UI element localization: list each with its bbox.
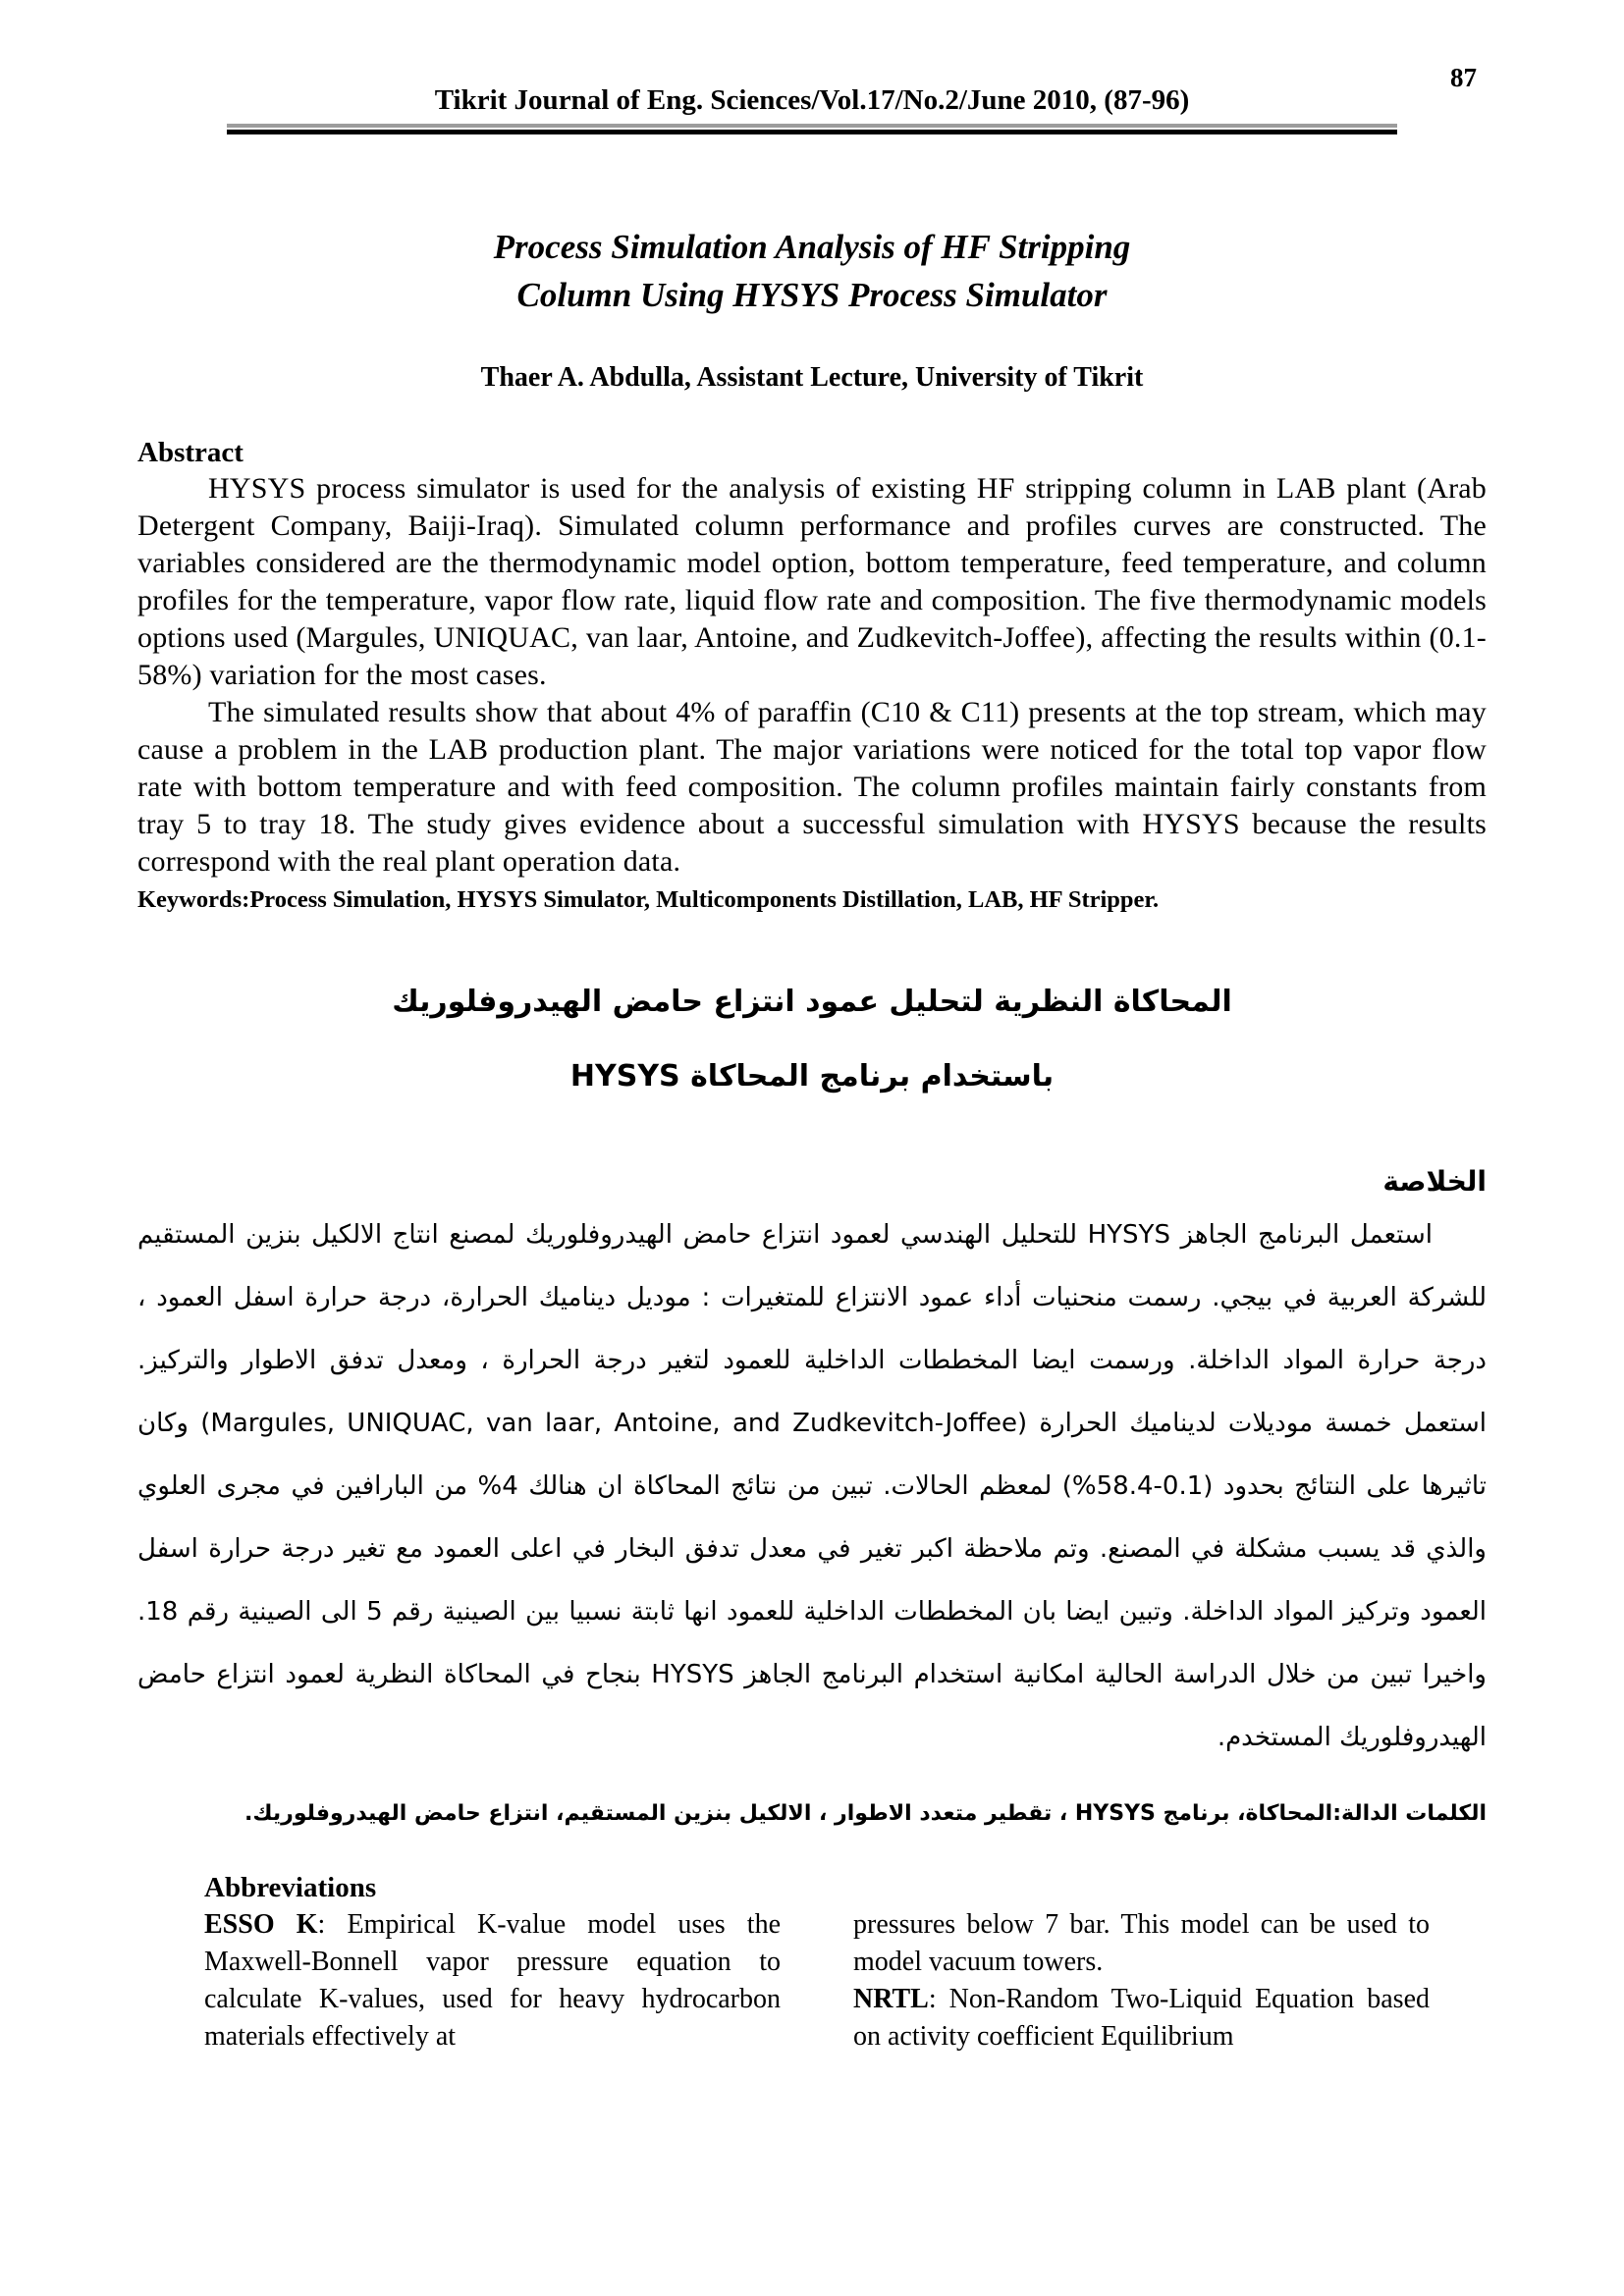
arabic-abstract-paragraph: استعمل البرنامج الجاهز HYSYS للتحليل الهندسي لعمود انتزاع حامض الهيدروفلوريك لمصنع انتاج الالكيل بنزين المستقيم للشركة العربية في بيجي. رسمت منحنيات أداء عمود الانتزاع للمتغيرات : موديل ديناميك الحرارة، درجة حرارة اسفل العمود ، درجة حرارة المواد الداخلة. ورسمت ايضا المخططات الداخلية للعمود لتغير درجة الحرارة ، ومعدل تدفق الاطوار والتركيز. استعمل خمسة موديلات لديناميك الحرارة (Margules, UNIQUAC, van laar, Antoine, and Zudkevitch-Joffee) وكان تاثيرها على النتائج بحدود (0.1-58.4%) لمعظم الحالات. تبين من نتائج المحاكاة ان هنالك 4% من البارافين في مجرى العلوي والذي قد يسبب مشكلة في المصنع. وتم ملاحظة اكبر تغير في معدل تدفق البخار في اعلى العمود مع تغير درجة حرارة اسفل العمود وتركيز المواد الداخلة. وتبين ايضا بان المخططات الداخلية للعمود انها ثابتة نسبيا بين الصينية رقم 5 الى الصينية رقم 18. واخيرا تبين من خلال الدراسة الحالية امكانية استخدام البرنامج الجاهز HYSYS بنجاح في المحاكاة النظرية لعمود انتزاع حامض الهيدروفلوريك المستخدم. bbox=[137, 1220, 1488, 1752]
arabic-abstract-heading: الخلاصة bbox=[1382, 1165, 1487, 1198]
header-rule-black bbox=[227, 130, 1397, 134]
abbr-left-column bbox=[204, 1906, 781, 2056]
arabic-keywords-line: الكلمات الدالة:المحاكاة، برنامج HYSYS ، تقطير متعدد الاطوار ، الالكيل بنزين المستقيم، انتزاع حامض الهيدروفلوريك. bbox=[244, 1801, 1487, 1826]
abbr-right-column bbox=[853, 1906, 1430, 2056]
abbr-nrtl-term: NRTL bbox=[853, 1984, 929, 2014]
arabic-title bbox=[137, 965, 1487, 1114]
abbreviations-heading: Abbreviations bbox=[204, 1872, 377, 1903]
keywords-line: Keywords:Process Simulation, HYSYS Simulator, Multicomponents Distillation, LAB, HF Stripper. bbox=[137, 886, 1160, 913]
abstract-paragraph-1: HYSYS process simulator is used for the analysis of existing HF stripping column in LAB plant (Arab Detergent Company, Baiji-Iraq). Simulated column performance and profiles curves are constructed. The variables considered are the thermodynamic model option, bottom temperature, feed temperature, and column profiles for the temperature, vapor flow rate, liquid flow rate and composition. The five thermodynamic models options used (Margules, UNIQUAC, van laar, Antoine, and Zudkevitch-Joffee), affecting the results within (0.1-58%) variation for the most cases. bbox=[137, 472, 1487, 691]
journal-header: Tikrit Journal of Eng. Sciences/Vol.17/No.2/June 2010, (87-96) bbox=[434, 84, 1190, 116]
abbr-nrtl-paragraph bbox=[853, 1981, 1430, 2056]
article-title bbox=[0, 223, 1624, 319]
abbr-esso-paragraph bbox=[204, 1906, 781, 2056]
abbr-esso-term: ESSO K bbox=[204, 1909, 318, 1940]
page-number: 87 bbox=[1450, 63, 1477, 92]
abbr-nrtl-text: : Non-Random Two-Liquid Equation based on activity coefficient Equilibrium bbox=[853, 1984, 1430, 2052]
page-content bbox=[0, 435, 1624, 2056]
header-rule bbox=[227, 124, 1397, 134]
article-title-line2: Column Using HYSYS Process Simulator bbox=[516, 276, 1108, 314]
article-title-line1: Process Simulation Analysis of HF Stripping bbox=[493, 228, 1131, 266]
arabic-title-line1: المحاكاة النظرية لتحليل عمود انتزاع حامض الهيدروفلوريك bbox=[392, 985, 1232, 1019]
abbr-right-text1: pressures below 7 bar. This model can be used to model vacuum towers. bbox=[853, 1909, 1430, 1977]
abstract-paragraph-2: The simulated results show that about 4% of paraffin (C10 & C11) presents at the top stream, which may cause a problem in the LAB production plant. The major variations were noticed for the total top vapor flow rate with bottom temperature and with feed composition. The column profiles maintain fairly constants from tray 5 to tray 18. The study gives evidence about a successful simulation with HYSYS because the results correspond with the real plant operation data. bbox=[137, 696, 1487, 878]
abbreviations-section bbox=[204, 1869, 1430, 2056]
abbreviations-columns bbox=[204, 1906, 1430, 2056]
author-line: Thaer A. Abdulla, Assistant Lecture, University of Tikrit bbox=[480, 362, 1144, 393]
arabic-title-line2: باستخدام برنامج المحاكاة HYSYS bbox=[569, 1059, 1055, 1094]
abstract-heading: Abstract bbox=[137, 437, 244, 468]
abbr-esso-text: : Empirical K-value model uses the Maxwell-Bonnell vapor pressure equation to calculate K-values, used for heavy hydrocarbon materials effectively at bbox=[204, 1909, 781, 2052]
